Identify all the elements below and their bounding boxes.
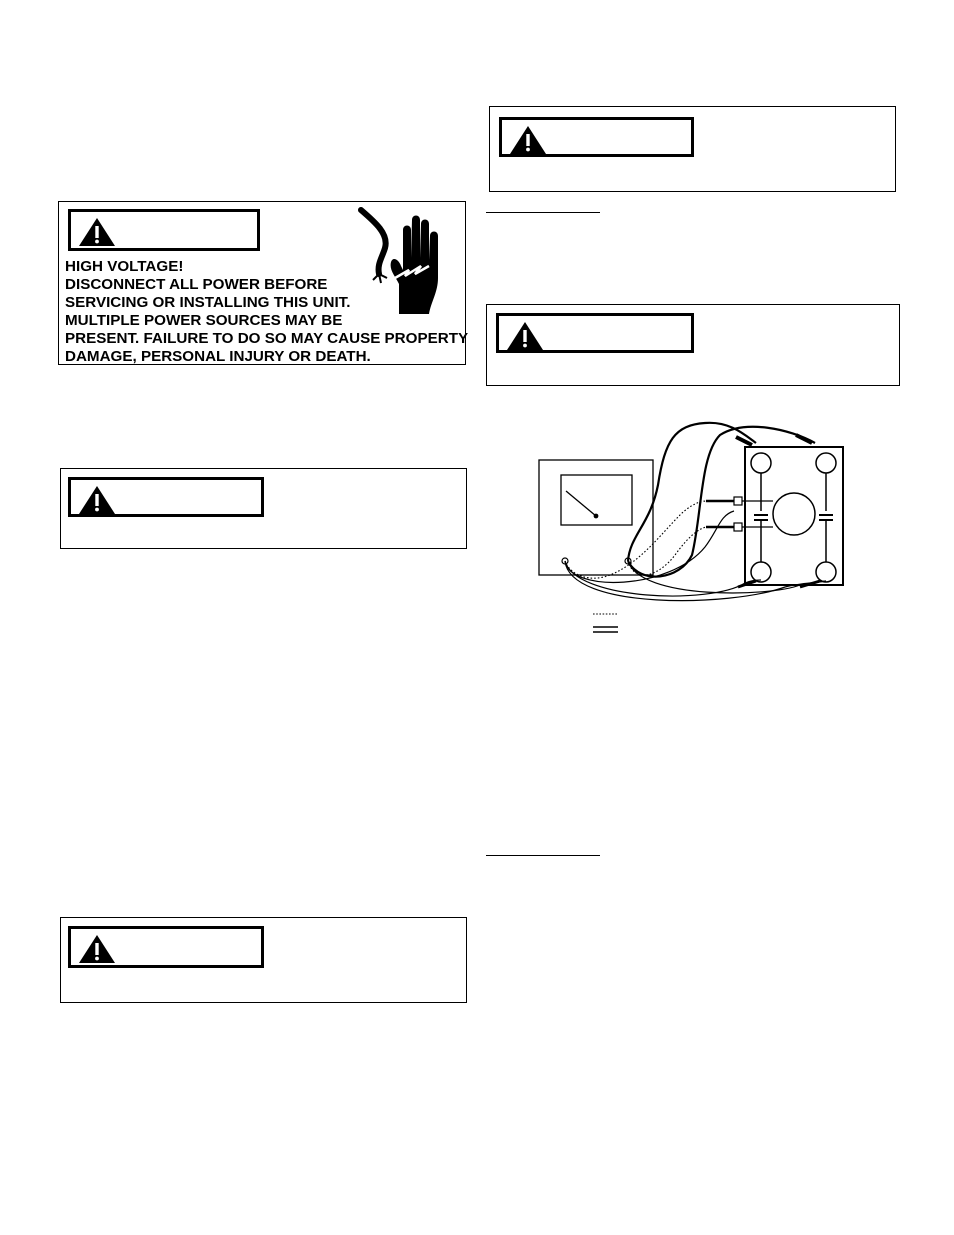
warning-line: HIGH VOLTAGE! [65, 258, 184, 275]
warning-line: MULTIPLE POWER SOURCES MAY BE [65, 312, 343, 329]
meter-icon [539, 460, 653, 575]
section-heading-rule [486, 212, 600, 213]
warning-line: PRESENT. FAILURE TO DO SO MAY CAUSE PROPERTY [65, 330, 469, 347]
high-voltage-warning [58, 201, 469, 365]
capacitor-unit-icon [734, 447, 843, 585]
warning-box-2 [60, 917, 467, 1003]
warning-triangle-icon [77, 216, 117, 248]
diagram-legend [593, 614, 618, 632]
warning-triangle-icon [77, 484, 117, 516]
warning-box-4 [486, 304, 900, 386]
warning-line: DISCONNECT ALL POWER BEFORE [65, 276, 328, 293]
capacitor-test-wiring-diagram [530, 415, 860, 640]
warning-header-bar [496, 313, 694, 353]
warning-box-1 [60, 468, 467, 549]
electric-shock-hand-icon [355, 204, 451, 318]
warning-header-bar [68, 209, 260, 251]
warning-header-bar [68, 477, 264, 517]
warning-triangle-icon [505, 320, 545, 352]
warning-line: SERVICING OR INSTALLING THIS UNIT. [65, 294, 351, 311]
warning-triangle-icon [508, 124, 548, 156]
warning-box-3 [489, 106, 896, 192]
warning-header-bar [68, 926, 264, 968]
warning-line: DAMAGE, PERSONAL INJURY OR DEATH. [65, 348, 371, 365]
section-heading-rule [486, 855, 600, 856]
warning-triangle-icon [77, 933, 117, 965]
warning-header-bar [499, 117, 694, 157]
